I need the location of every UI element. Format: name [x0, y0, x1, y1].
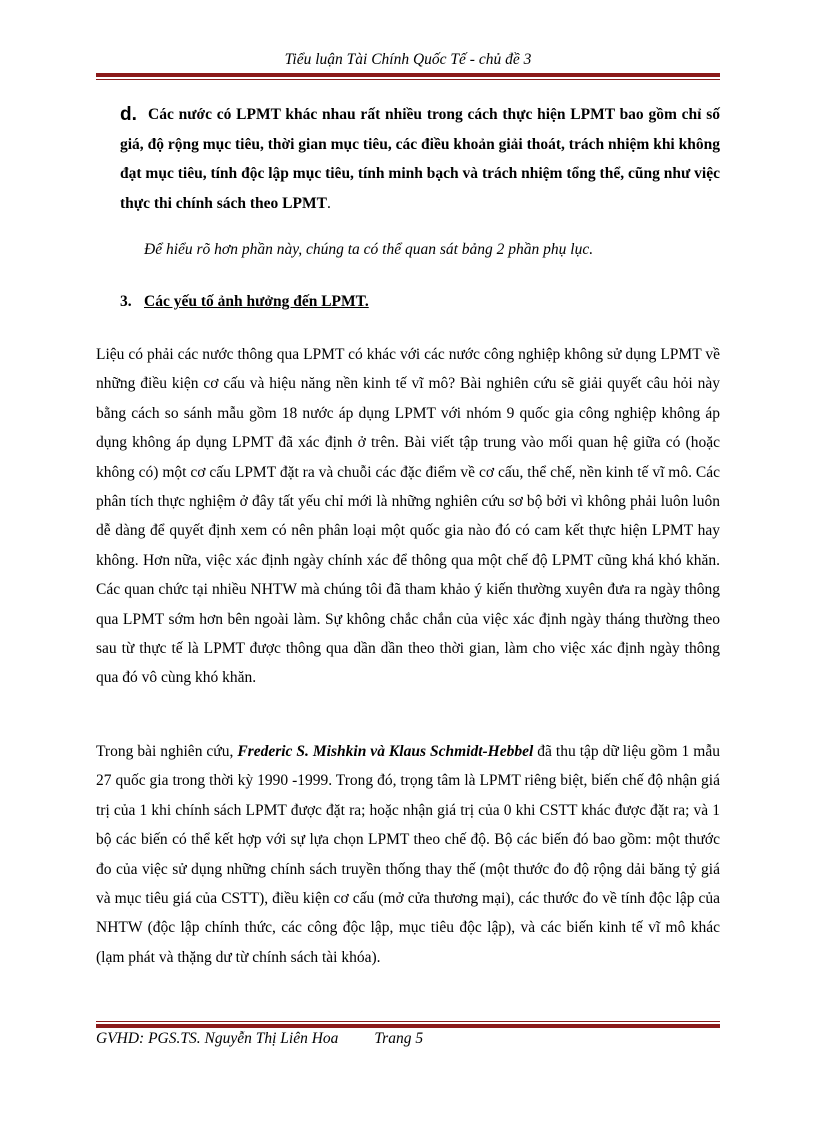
appendix-note: Để hiểu rõ hơn phần này, chúng ta có thể quan sát bảng 2 phần phụ lục. — [144, 241, 594, 258]
footer-page-number: Trang 5 — [374, 1030, 424, 1047]
item-d-marker: d. — [120, 104, 137, 125]
footer-advisor: GVHD: PGS.TS. Nguyễn Thị Liên Hoa — [96, 1030, 339, 1047]
item-d-body: Các nước có LPMT khác nhau rất nhiều trong cách thực hiện LPMT bao gồm chỉ số giá, độ rộng mục tiêu, thời gian mục tiêu, các điều khoản giải thoát, trách nhiệm khi không đạt mục tiêu, tính độc lập mục tiêu, tính minh bạch và trách nhiệm tổng thể, cũng như việc thực thi chính sách theo LPMT — [120, 106, 720, 212]
footer-rule-thin — [96, 1021, 720, 1022]
page-footer — [96, 1030, 423, 1048]
item-d-text — [120, 100, 720, 218]
item-d-end: . — [326, 194, 331, 212]
paragraph-2-authors: Frederic S. Mishkin và Klaus Schmidt-Hebbel — [237, 743, 534, 760]
paragraph-1: Liệu có phải các nước thông qua LPMT có khác với các nước công nghiệp không sử dụng LPMT về những điều kiện cơ cấu và hiệu năng nền kinh tế vĩ mô? Bài nghiên cứu sẽ giải quyết câu hỏi này bằng cách so sánh mẫu gồm 18 nước áp dụng LPMT với nhóm 9 quốc gia công nghiệp không áp dụng không áp dụng LPMT đã xác định ở trên. Bài viết tập trung vào mối quan hệ giữa có (hoặc không có) một cơ cấu LPMT đặt ra và chuỗi các đặc điểm về cơ cấu, thể chế, nền kinh tế vĩ mô. Các phân tích thực nghiệm ở đây tất yếu chỉ mới là những nghiên cứu sơ bộ bởi vì không phải luôn luôn dễ dàng để quyết định xem có nên phân loại một quốc gia nào đó có cam kết thực hiện LPMT hay không. Hơn nữa, việc xác định ngày chính xác để thông qua một chế độ LPMT cũng khá khó khăn. Các quan chức tại nhiều NHTW mà chúng tôi đã tham khảo ý kiến thường xuyên đưa ra ngày thông qua LPMT sớm hơn bên ngoài làm. Sự không chắc chắn của việc xác định ngày tháng thường theo sau từ thực tế là LPMT được thông qua dần dần theo thời gian, làm cho việc xác định ngày thông qua đó vô cùng khó khăn. — [96, 346, 720, 687]
section-3-number: 3. — [120, 293, 132, 310]
item-d — [120, 100, 720, 218]
header-rule-thick — [96, 73, 720, 77]
section-3-title: Các yếu tố ảnh hưởng đến LPMT. — [144, 293, 369, 310]
paragraph-2-rest: đã thu tập dữ liệu gồm 1 mẫu 27 quốc gia trong thời kỳ 1990 -1999. Trong đó, trọng tâm là LPMT riêng biệt, biến chế độ nhận giá trị của 1 khi chính sách LPMT được đặt ra; hoặc nhận giá trị của 0 khi CSTT khác được đặt ra; và 1 bộ các biến có thể kết hợp với sự lựa chọn LPMT theo chế độ. Bộ các biến đó bao gồm: một thước đo của việc sử dụng những chính sách truyền thống thay thế (một thước đo độ rộng dải băng tỷ giá và mục tiêu giá của CSTT), điều kiện cơ cấu (mở cửa thương mại), các thước đo về tính độc lập của NHTW (độc lập chính thức, các công độc lập, mục tiêu độc lập), và các biến kinh tế vĩ mô khác (lạm phát và thặng dư từ chính sách tài khóa). — [96, 743, 720, 966]
header-rule — [96, 73, 720, 80]
footer-rule — [96, 1021, 720, 1028]
paragraph-2 — [96, 737, 720, 972]
section-3-heading — [120, 293, 369, 311]
page-header: Tiểu luận Tài Chính Quốc Tế - chủ đề 3 — [284, 51, 532, 68]
header-rule-thin — [96, 79, 720, 80]
paragraph-2-lead: Trong bài nghiên cứu, — [96, 743, 238, 760]
footer-rule-thick — [96, 1024, 720, 1028]
